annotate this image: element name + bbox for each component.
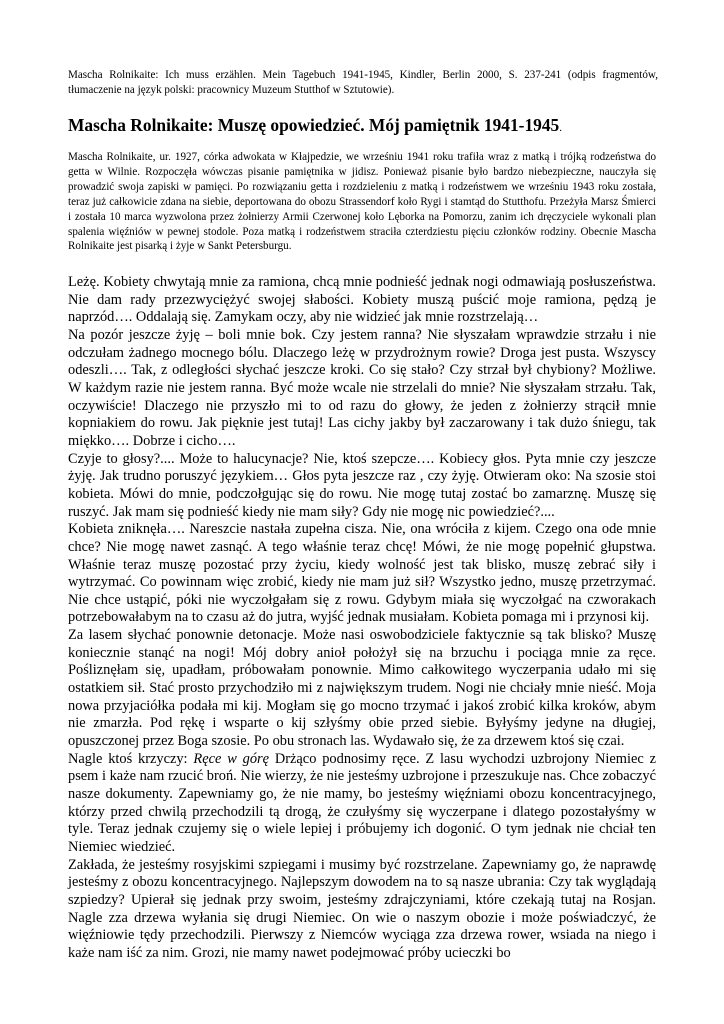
paragraph: Kobieta zniknęła…. Nareszcie nastała zupełna cisza. Nie, ona wróciła z kijem. Czego ona ode mnie chce? Nie mogę nawet zasnąć. A tego właśnie teraz chcę! Mówi, że nie mogę popełnić głupstwa. Właśnie teraz muszę pozostać przy życiu, kiedy wolność jest tak blisko, muszę zebrać siły i wytrzymać. Co powinnam więc zrobić, kiedy nie mam już sił? Wszystko jedno, muszę przetrzymać. Nie chce ustąpić, póki nie wyczołgałam się z rowu. Gdybym miała się wyczołgać na czworakach potrzebowałabym na to czasu aż do jutra, wyjść jednak musiałam. Kobieta pomaga mi i przynosi kij. — [68, 521, 656, 626]
paragraph: Za lasem słychać ponownie detonacje. Może nasi oswobodziciele faktycznie są tak blisko? Muszę koniecznie stanąć na nogi! Mój dobry anioł położył się na brzuchu i pociąga mnie za ręce. Pośliznęłam się, upadłam, próbowałam ponownie. Mimo całkowitego wyczerpania udało mi się ostatkiem sił. Stać prosto przychodziło mi z największym trudem. Nogi nie chciały mnie nieść. Moja nowa przyjaciółka podała mi kij. Mogłam się go mocno trzymać i jakoś zrobić kilka kroków, abym nie zmarzła. Pod rękę i wsparte o kij szłyśmy obie przed siebie. Byłyśmy jedyne na długiej, opuszczonej przez Boga szosie. Po obu stronach las. Wydawało się, że za drzewem ktoś się czai. — [68, 627, 656, 750]
paragraph-text: Drżąco podnosimy ręce. Z lasu wychodzi uzbrojony Niemiec z psem i każe nam rzucić broń. Nie wierzy, że nie jesteśmy uzbrojone i przeszukuje nas. Chce zobaczyć nasze dokumenty. Zapewniamy go, że nie mamy, bo jesteśmy więźniami obozu koncentracyjnego, którzy przed chwilą przechodzili tą drogą, że czułyśmy się wyczerpane i dlatego pozostałyśmy w tyle. Teraz jednak czujemy się o wiele lepiej i próbujemy ich dogonić. O tym jednak nie chciał ten Niemiec wiedzieć. — [68, 750, 656, 855]
author-biography: Mascha Rolnikaite, ur. 1927, córka adwokata w Kłajpedzie, we wrześniu 1941 roku trafiła wraz z matką i trójką rodzeństwa do getta w Wilnie. Rozpoczęła wówczas pisanie pamiętnika w jidisz. Ponieważ pisanie było bardzo niebezpieczne, nauczyła się prowadzić swoja zapiski w pamięci. Po rozwiązaniu getta i rozdzieleniu z matką i rodzeństwem we wrześniu 1943 roku została, teraz już całkowicie zdana na siebie, deportowana do obozu Strassendorf koło Rygi i stamtąd do Stutthofu. Przeżyła Marsz Śmierci i została 10 marca wyzwolona przez żołnierzy Armii Czerwonej koło Lęborka na Pomorzu, zanim ich dręczyciele wykonali plan spalenia więźniów w pewnej stodole. Poza matką i rodzeństwem straciła czterdziestu pięciu członków rodziny. Obecnie Mascha Rolnikaite jest pisarką i żyje w Sankt Petersburgu. — [68, 151, 656, 253]
source-citation: Mascha Rolnikaite: Ich muss erzählen. Mein Tagebuch 1941-1945, Kindler, Berlin 2000, S. 237-241 (odpis fragmentów, tłumaczenie na język polski: pracownicy Muzeum Stutthof w Sztutowie). — [68, 69, 658, 96]
paragraph-text: Nagle ktoś krzyczy: — [68, 750, 194, 767]
paragraph: Na pozór jeszcze żyję – boli mnie bok. Czy jestem ranna? Nie słyszałam wprawdzie strzału i nie odczułam żadnego mocnego bólu. Dlaczego leżę w przydrożnym rowie? Droga jest pusta. Wszyscy odeszli…. Tak, z odległości słychać jeszcze kroki. Co się stało? Czy strzał był chybiony? Możliwe. W każdym razie nie jestem ranna. Być może wcale nie strzelali do mnie? Nie słyszałam strzału. Tak, oczywiście! Dlaczego nie przyszło mi to od razu do głowy, że jeden z żołnierzy strącił mnie kopniakiem do rowu. Jak pięknie jest tutaj! Las cichy jakby był zaczarowany i tak dużo śniegu, tak miękko…. Dobrze i cicho…. — [68, 326, 656, 449]
document-title-text: Mascha Rolnikaite: Muszę opowiedzieć. Mój pamiętnik 1941-1945 — [68, 115, 560, 135]
diary-excerpt — [68, 274, 656, 963]
paragraph: Czyje to głosy?.... Może to halucynacje? Nie, ktoś szepcze…. Kobiecy głos. Pyta mnie czy jeszcze żyję. Jak trudno poruszyć językiem… Głos pyta jeszcze raz , czy żyję. Otwieram oko: Na szosie stoi kobieta. Mówi do mnie, podczołgując się do rowu. Nie mogę tutaj zostać bo zamarznę. Muszę się ruszyć. Jak mam się podnieść kiedy nie mam siły? Gdy nie mogę nic powiedzieć?.... — [68, 450, 656, 520]
document-title — [68, 114, 668, 139]
paragraph: Zakłada, że jesteśmy rosyjskimi szpiegami i musimy być rozstrzelane. Zapewniamy go, że naprawdę jesteśmy z obozu koncentracyjnego. Najlepszym dowodem na to są nasze ubrania: Czy tak wyglądają szpiedzy? Upierał się jednak przy swoim, jesteśmy zdrajczyniami, które czekają tutaj na Rosjan. Nagle zza drzewa wyłania się drugi Niemiec. On wie o naszym obozie i może poświadczyć, że więźniowie tędy przechodzili. Pierwszy z Niemców wyciąga zza drzewa rower, wsiada na niego i każe nam iść za nim. Grozi, nie mamy nawet podejmować próby ucieczki bo — [68, 856, 656, 961]
title-mark: . — [559, 122, 562, 134]
paragraph — [68, 751, 656, 857]
shouted-command: Ręce w górę — [193, 750, 270, 767]
paragraph: Leżę. Kobiety chwytają mnie za ramiona, chcą mnie podnieść jednak nogi odmawiają posłuszeństwa. Nie dam rady przezwyciężyć swojej słabości. Kobiety muszą puścić moje ramiona, pędzą je naprzód…. Oddalają się. Zamykam oczy, aby nie widzieć jak mnie rozstrzelają… — [68, 274, 656, 326]
